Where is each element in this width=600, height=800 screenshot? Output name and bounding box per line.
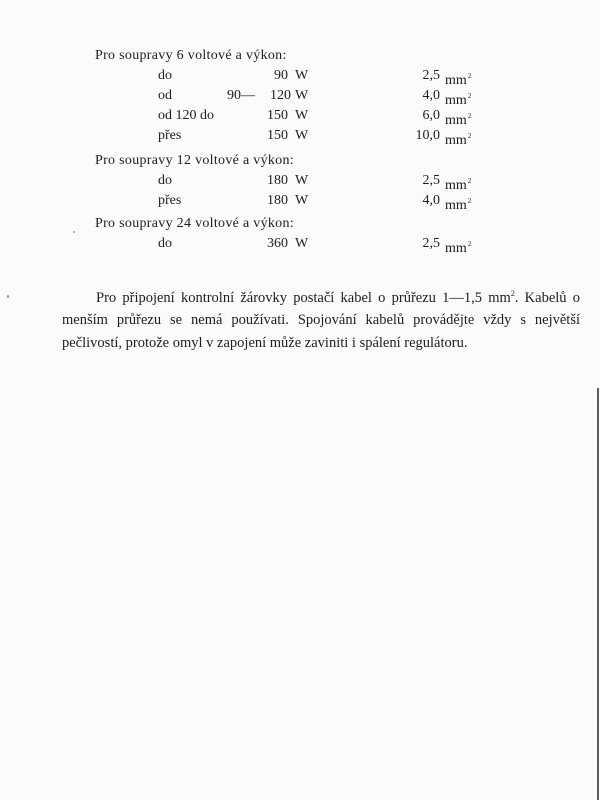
table-row xyxy=(0,191,600,211)
table-row xyxy=(0,86,600,106)
paragraph-text-part-2: . Kabelů o menším průřezu se nemá používati. Spojování kabelů provádějte vždy s největší pečlivostí, protože omyl v zapojení může zaviniti i spálení regulátoru. xyxy=(62,289,581,351)
row-cross-section-unit: $mm^2$ xyxy=(445,72,472,88)
row-cross-section: 2,5 xyxy=(422,236,440,251)
table-row xyxy=(0,106,600,126)
row-prefix: přes xyxy=(158,193,182,208)
row-prefix: do xyxy=(158,68,172,83)
row-power-from: 90 xyxy=(227,88,241,103)
row-power-unit: W xyxy=(295,68,309,83)
row-power: 90 xyxy=(274,68,288,83)
row-prefix: přes xyxy=(158,128,182,143)
section-heading: Pro soupravy 24 voltové a výkon: xyxy=(95,216,294,231)
row-power: 150 xyxy=(267,128,288,143)
row-cross-section: 10,0 xyxy=(415,128,440,143)
scan-edge-line xyxy=(597,388,599,800)
body-paragraph xyxy=(62,283,580,355)
row-power-unit: W xyxy=(295,108,309,123)
row-prefix: od 120 do xyxy=(158,108,214,123)
table-row xyxy=(0,171,600,191)
row-prefix: od xyxy=(158,88,172,103)
row-power-to: 120 xyxy=(270,88,291,103)
paragraph-superscript: 2 xyxy=(510,288,515,298)
row-cross-section: 6,0 xyxy=(422,108,440,123)
row-range-dash: — xyxy=(241,88,255,103)
row-power: 360 xyxy=(267,236,288,251)
scan-speck xyxy=(73,231,75,233)
section-heading: Pro soupravy 12 voltové a výkon: xyxy=(95,153,294,168)
table-row xyxy=(0,126,600,146)
row-prefix: do xyxy=(158,173,172,188)
row-power: 180 xyxy=(267,173,288,188)
row-power: 180 xyxy=(267,193,288,208)
row-cross-section: 2,5 xyxy=(422,68,440,83)
row-power-unit: W xyxy=(295,128,309,143)
row-power: 150 xyxy=(267,108,288,123)
row-cross-section-unit: $mm^2$ xyxy=(445,177,472,193)
row-power-unit: W xyxy=(295,193,309,208)
row-cross-section: 4,0 xyxy=(422,88,440,103)
row-cross-section-unit: $mm^2$ xyxy=(445,92,472,108)
row-cross-section: 4,0 xyxy=(422,193,440,208)
section-heading: Pro soupravy 6 voltové a výkon: xyxy=(95,48,287,63)
row-cross-section-unit: $mm^2$ xyxy=(445,240,472,256)
row-cross-section-unit: $mm^2$ xyxy=(445,112,472,128)
table-row xyxy=(0,234,600,254)
table-row xyxy=(0,66,600,86)
paragraph-text-part-1: Pro připojení kontrolní žárovky postačí kabel o průřezu 1—1,5 mm xyxy=(96,289,511,306)
row-power-unit: W xyxy=(295,88,309,103)
row-cross-section-unit: $mm^2$ xyxy=(445,132,472,148)
row-power-unit: W xyxy=(295,236,309,251)
row-cross-section-unit: $mm^2$ xyxy=(445,197,472,213)
row-prefix: do xyxy=(158,236,172,251)
row-cross-section: 2,5 xyxy=(422,173,440,188)
row-power-unit: W xyxy=(295,173,309,188)
scan-speck xyxy=(7,295,9,298)
